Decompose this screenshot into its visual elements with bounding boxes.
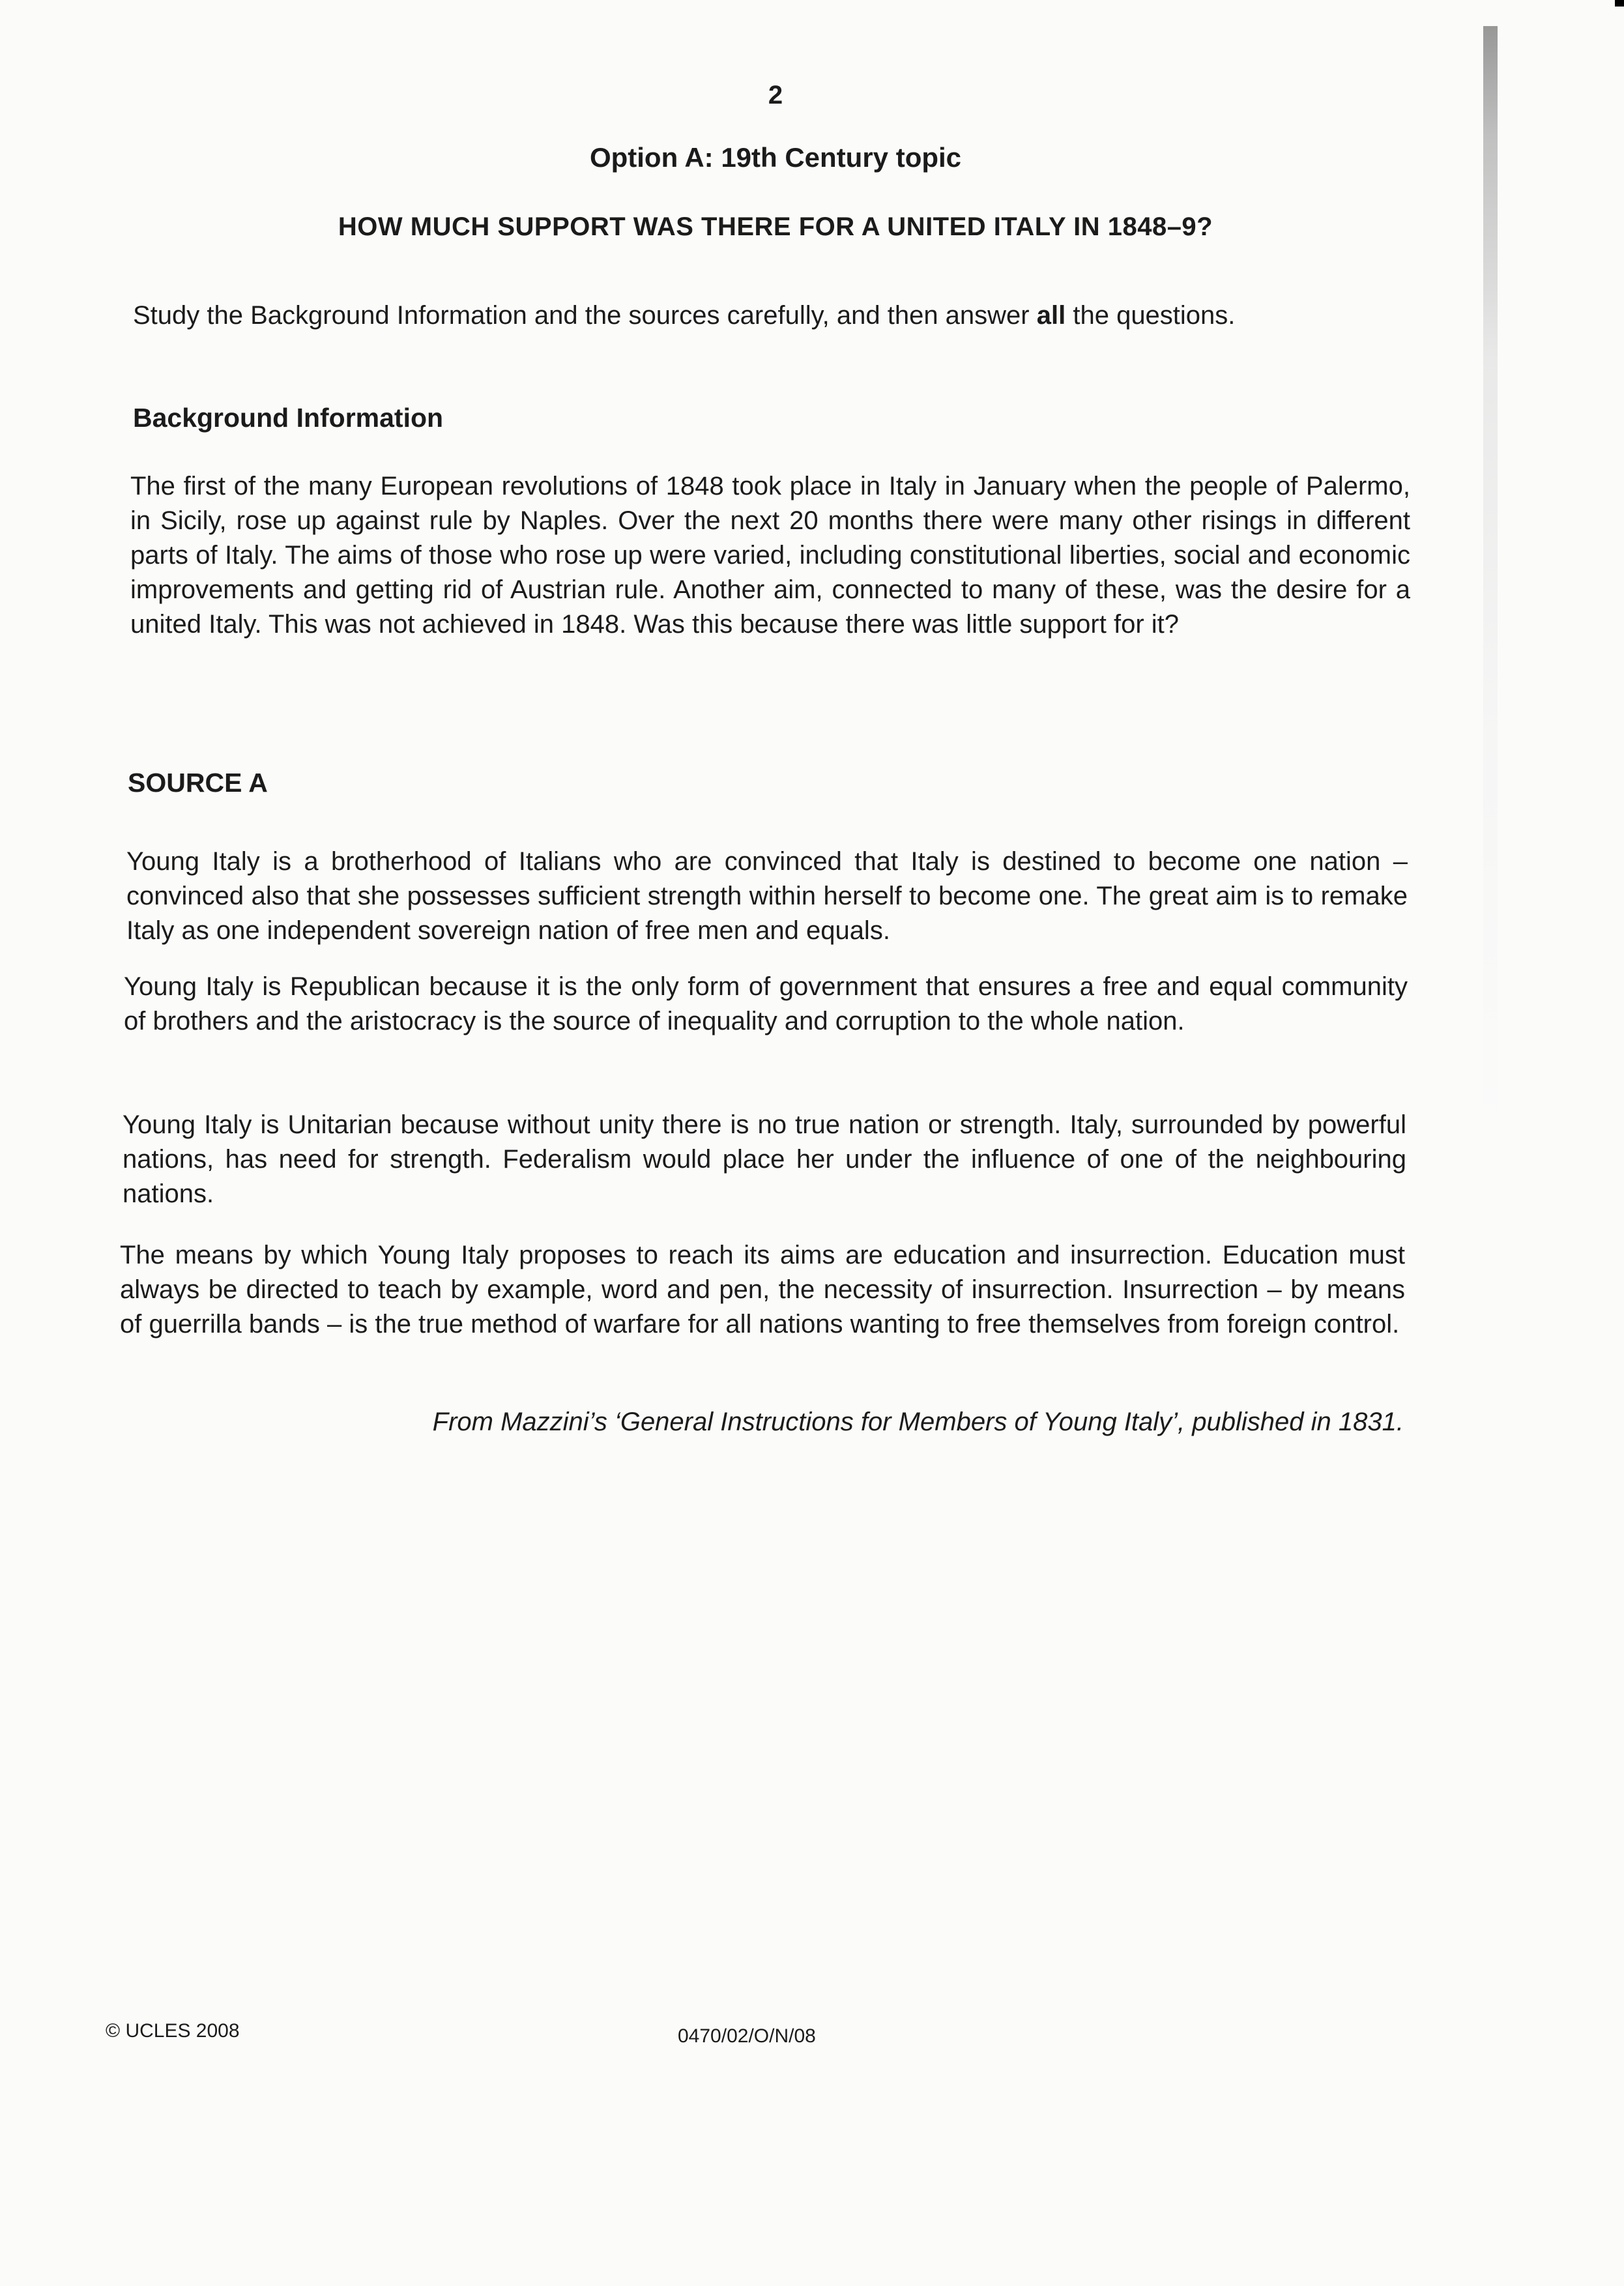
source-a-paragraph-3: Young Italy is Unitarian because without unity there is no true nation or strength. Italy, surrounded by powerful nations, has need for strength. Federalism would place her under the influence of one of the neighbouring nations. [123,1110,1406,1208]
footer-copyright: © UCLES 2008 [106,2020,240,2042]
instructions-after: the questions. [1066,301,1236,330]
source-a-paragraph-4: The means by which Young Italy proposes to reach its aims are education and insurrection. Education must always be directed to teach by example, word and pen, the necessity of insurrection. Insurrection – by means of guerrilla bands – is the true method of warfare for all nations wanting to free themselves from foreign control. [120,1241,1405,1338]
background-heading: Background Information [133,403,444,433]
instructions-emphasis: all [1036,301,1066,330]
source-a-paragraph-1: Young Italy is a brotherhood of Italians who are convinced that Italy is destined to become one nation – convinced also that she possesses sufficient strength within herself to become one. The great aim is to remake Italy as one independent sovereign nation of free men and equals. [126,847,1408,945]
instructions [133,301,1436,330]
option-title: Option A: 19th Century topic [589,142,962,173]
footer-paper-code: 0470/02/O/N/08 [678,2025,816,2047]
background-text: The first of the many European revolutions of 1848 took place in Italy in January when the people of Palermo, in Sicily, rose up against rule by Naples. Over the next 20 months there were many other risings in different parts of Italy. The aims of those who rose up were varied, including constitutional liberties, social and economic improvements and getting rid of Austrian rule. Another aim, connected to many of these, was the desire for a united Italy. This was not achieved in 1848. Was this because there was little support for it? [130,472,1410,639]
scan-edge-shadow [1483,26,1498,1134]
page-number: 2 [768,81,783,109]
scan-corner-mark [1615,0,1624,7]
instructions-before: Study the Background Information and the sources carefully, and then answer [133,301,1037,330]
source-a-paragraph-2: Young Italy is Republican because it is the only form of government that ensures a free and equal community of brothers and the aristocracy is the source of inequality and corruption to the whole nation. [124,972,1408,1035]
source-a-heading: SOURCE A [128,768,268,798]
source-a-attribution: From Mazzini’s ‘General Instructions for Members of Young Italy’, published in 1831. [432,1408,1404,1436]
main-question: HOW MUCH SUPPORT WAS THERE FOR A UNITED ITALY IN 1848–9? [338,212,1213,241]
